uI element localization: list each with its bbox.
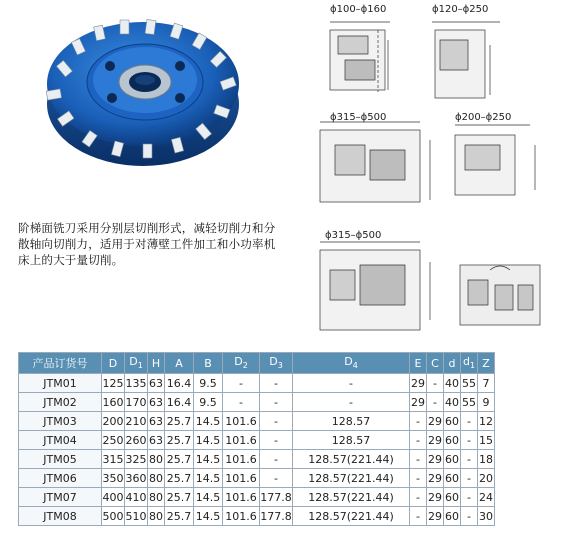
table-cell: 14.5 bbox=[194, 507, 223, 526]
column-header bbox=[19, 353, 102, 374]
table-cell: 63 bbox=[148, 431, 165, 450]
table-cell: 60 bbox=[444, 450, 461, 469]
table-cell: - bbox=[461, 412, 478, 431]
table-cell: - bbox=[427, 393, 444, 412]
milling-cutter-photo bbox=[40, 4, 246, 176]
table-cell: 60 bbox=[444, 488, 461, 507]
column-header bbox=[444, 353, 461, 374]
table-cell: 177.8 bbox=[260, 488, 293, 507]
column-header bbox=[148, 353, 165, 374]
table-cell: 170 bbox=[125, 393, 148, 412]
drawing-label-4: ϕ200–ϕ250 bbox=[455, 112, 512, 123]
column-header-label: d bbox=[448, 356, 456, 370]
table-cell: 14.5 bbox=[194, 431, 223, 450]
table-cell: - bbox=[223, 374, 260, 393]
column-header bbox=[102, 353, 125, 374]
table-cell: 16.4 bbox=[165, 374, 194, 393]
column-header bbox=[260, 353, 293, 374]
table-cell: 15 bbox=[478, 431, 495, 450]
table-cell: - bbox=[260, 469, 293, 488]
table-cell: - bbox=[293, 374, 410, 393]
table-cell: 101.6 bbox=[223, 450, 260, 469]
drawing-label-5: ϕ315–ϕ500 bbox=[325, 230, 382, 241]
table-cell: 260 bbox=[125, 431, 148, 450]
table-cell: 14.5 bbox=[194, 450, 223, 469]
table-cell: 55 bbox=[461, 374, 478, 393]
table-cell: 14.5 bbox=[194, 412, 223, 431]
table-header-row bbox=[19, 353, 495, 374]
table-cell: 25.7 bbox=[165, 469, 194, 488]
table-cell: 80 bbox=[148, 507, 165, 526]
table-cell: - bbox=[293, 393, 410, 412]
table-cell: 510 bbox=[125, 507, 148, 526]
table-cell: 128.57 bbox=[293, 412, 410, 431]
column-header-subscript: 1 bbox=[469, 361, 476, 371]
column-header-subscript: 1 bbox=[137, 361, 143, 371]
table-cell: 410 bbox=[125, 488, 148, 507]
table-cell: 14.5 bbox=[194, 469, 223, 488]
column-header bbox=[293, 353, 410, 374]
table-cell: 128.57 bbox=[293, 431, 410, 450]
table-row bbox=[19, 393, 495, 412]
table-cell: - bbox=[410, 450, 427, 469]
table-cell: - bbox=[410, 412, 427, 431]
table-cell: 200 bbox=[102, 412, 125, 431]
table-cell: 12 bbox=[478, 412, 495, 431]
table-cell: 25.7 bbox=[165, 488, 194, 507]
table-row bbox=[19, 450, 495, 469]
order-code-cell: JTM01 bbox=[19, 374, 102, 393]
column-header bbox=[165, 353, 194, 374]
table-cell: 18 bbox=[478, 450, 495, 469]
table-cell: 101.6 bbox=[223, 412, 260, 431]
table-cell: 29 bbox=[427, 431, 444, 450]
table-cell: - bbox=[260, 450, 293, 469]
column-header bbox=[125, 353, 148, 374]
table-cell: 128.57(221.44) bbox=[293, 450, 410, 469]
column-header-label: D bbox=[234, 355, 243, 369]
table-cell: 16.4 bbox=[165, 393, 194, 412]
table-cell: - bbox=[260, 412, 293, 431]
column-header-label: E bbox=[414, 356, 422, 370]
column-header-label: D bbox=[129, 355, 138, 369]
table-cell: 25.7 bbox=[165, 412, 194, 431]
column-header-label: D bbox=[344, 355, 353, 369]
spec-table bbox=[18, 352, 495, 526]
table-cell: 177.8 bbox=[260, 507, 293, 526]
column-header-label: 产品订货号 bbox=[32, 357, 88, 370]
table-cell: 29 bbox=[410, 393, 427, 412]
table-cell: - bbox=[461, 450, 478, 469]
table-cell: 9.5 bbox=[194, 374, 223, 393]
table-cell: 315 bbox=[102, 450, 125, 469]
column-header bbox=[410, 353, 427, 374]
column-header bbox=[223, 353, 260, 374]
table-cell: 128.57(221.44) bbox=[293, 469, 410, 488]
table-cell: 101.6 bbox=[223, 507, 260, 526]
table-cell: - bbox=[260, 431, 293, 450]
order-code-cell: JTM07 bbox=[19, 488, 102, 507]
table-cell: - bbox=[260, 393, 293, 412]
table-cell: 80 bbox=[148, 450, 165, 469]
table-row bbox=[19, 412, 495, 431]
column-header bbox=[427, 353, 444, 374]
drawing-label-2: ϕ120–ϕ250 bbox=[432, 4, 489, 15]
table-cell: 29 bbox=[427, 488, 444, 507]
table-row bbox=[19, 507, 495, 526]
table-cell: 40 bbox=[444, 374, 461, 393]
table-row bbox=[19, 431, 495, 450]
table-cell: 60 bbox=[444, 412, 461, 431]
column-header bbox=[461, 353, 478, 374]
table-cell: 7 bbox=[478, 374, 495, 393]
table-cell: - bbox=[410, 507, 427, 526]
table-cell: 29 bbox=[427, 469, 444, 488]
intro-paragraph: 阶梯面铣刀采用分别层切削形式，减轻切削力和分散轴向切削力，适用于对薄壁工件加工和小功率机床上的大于量切削。 bbox=[18, 221, 276, 267]
order-code-cell: JTM05 bbox=[19, 450, 102, 469]
column-header-label: C bbox=[431, 356, 439, 370]
table-cell: 350 bbox=[102, 469, 125, 488]
table-cell: 128.57(221.44) bbox=[293, 488, 410, 507]
table-cell: 400 bbox=[102, 488, 125, 507]
table-cell: 14.5 bbox=[194, 488, 223, 507]
table-cell: - bbox=[410, 431, 427, 450]
column-header bbox=[194, 353, 223, 374]
table-cell: 63 bbox=[148, 393, 165, 412]
table-cell: 63 bbox=[148, 374, 165, 393]
table-cell: 40 bbox=[444, 393, 461, 412]
table-cell: 63 bbox=[148, 412, 165, 431]
table-row bbox=[19, 374, 495, 393]
table-cell: 55 bbox=[461, 393, 478, 412]
table-cell: - bbox=[260, 374, 293, 393]
technical-drawings bbox=[290, 0, 570, 345]
table-cell: 29 bbox=[410, 374, 427, 393]
order-code-cell: JTM06 bbox=[19, 469, 102, 488]
table-cell: 24 bbox=[478, 488, 495, 507]
table-cell: 101.6 bbox=[223, 469, 260, 488]
order-code-cell: JTM02 bbox=[19, 393, 102, 412]
table-cell: 60 bbox=[444, 507, 461, 526]
table-cell: 101.6 bbox=[223, 488, 260, 507]
table-cell: 80 bbox=[148, 488, 165, 507]
table-cell: 101.6 bbox=[223, 431, 260, 450]
table-cell: 325 bbox=[125, 450, 148, 469]
table-row bbox=[19, 488, 495, 507]
table-cell: 160 bbox=[102, 393, 125, 412]
table-cell: - bbox=[461, 431, 478, 450]
table-cell: - bbox=[461, 469, 478, 488]
column-header-label: A bbox=[175, 356, 183, 370]
table-cell: 20 bbox=[478, 469, 495, 488]
order-code-cell: JTM04 bbox=[19, 431, 102, 450]
table-cell: 60 bbox=[444, 431, 461, 450]
table-cell: 125 bbox=[102, 374, 125, 393]
column-header-label: D bbox=[108, 356, 118, 370]
column-header-subscript: 2 bbox=[242, 361, 248, 371]
table-cell: 250 bbox=[102, 431, 125, 450]
table-row bbox=[19, 469, 495, 488]
table-cell: 128.57(221.44) bbox=[293, 507, 410, 526]
table-cell: 29 bbox=[427, 412, 444, 431]
table-cell: 25.7 bbox=[165, 450, 194, 469]
column-header-subscript: 3 bbox=[277, 361, 283, 371]
table-cell: 9.5 bbox=[194, 393, 223, 412]
table-cell: 30 bbox=[478, 507, 495, 526]
drawing-label-1: ϕ100–ϕ160 bbox=[330, 4, 387, 15]
table-cell: - bbox=[410, 488, 427, 507]
table-cell: 60 bbox=[444, 469, 461, 488]
table-cell: 29 bbox=[427, 507, 444, 526]
table-cell: 80 bbox=[148, 469, 165, 488]
column-header-subscript: 4 bbox=[352, 361, 358, 371]
table-cell: 9 bbox=[478, 393, 495, 412]
table-cell: 210 bbox=[125, 412, 148, 431]
table-cell: - bbox=[223, 393, 260, 412]
table-cell: 135 bbox=[125, 374, 148, 393]
order-code-cell: JTM08 bbox=[19, 507, 102, 526]
table-cell: 500 bbox=[102, 507, 125, 526]
column-header-label: d bbox=[462, 355, 470, 369]
column-header-label: Z bbox=[482, 356, 490, 370]
table-cell: 360 bbox=[125, 469, 148, 488]
drawing-label-3: ϕ315–ϕ500 bbox=[330, 112, 387, 123]
column-header-label: H bbox=[151, 356, 161, 370]
column-header-label: D bbox=[269, 355, 278, 369]
order-code-cell: JTM03 bbox=[19, 412, 102, 431]
table-cell: - bbox=[461, 488, 478, 507]
table-cell: - bbox=[427, 374, 444, 393]
table-cell: 25.7 bbox=[165, 507, 194, 526]
column-header bbox=[478, 353, 495, 374]
table-cell: 25.7 bbox=[165, 431, 194, 450]
table-cell: 29 bbox=[427, 450, 444, 469]
table-cell: - bbox=[461, 507, 478, 526]
column-header-label: B bbox=[204, 356, 212, 370]
table-cell: - bbox=[410, 469, 427, 488]
